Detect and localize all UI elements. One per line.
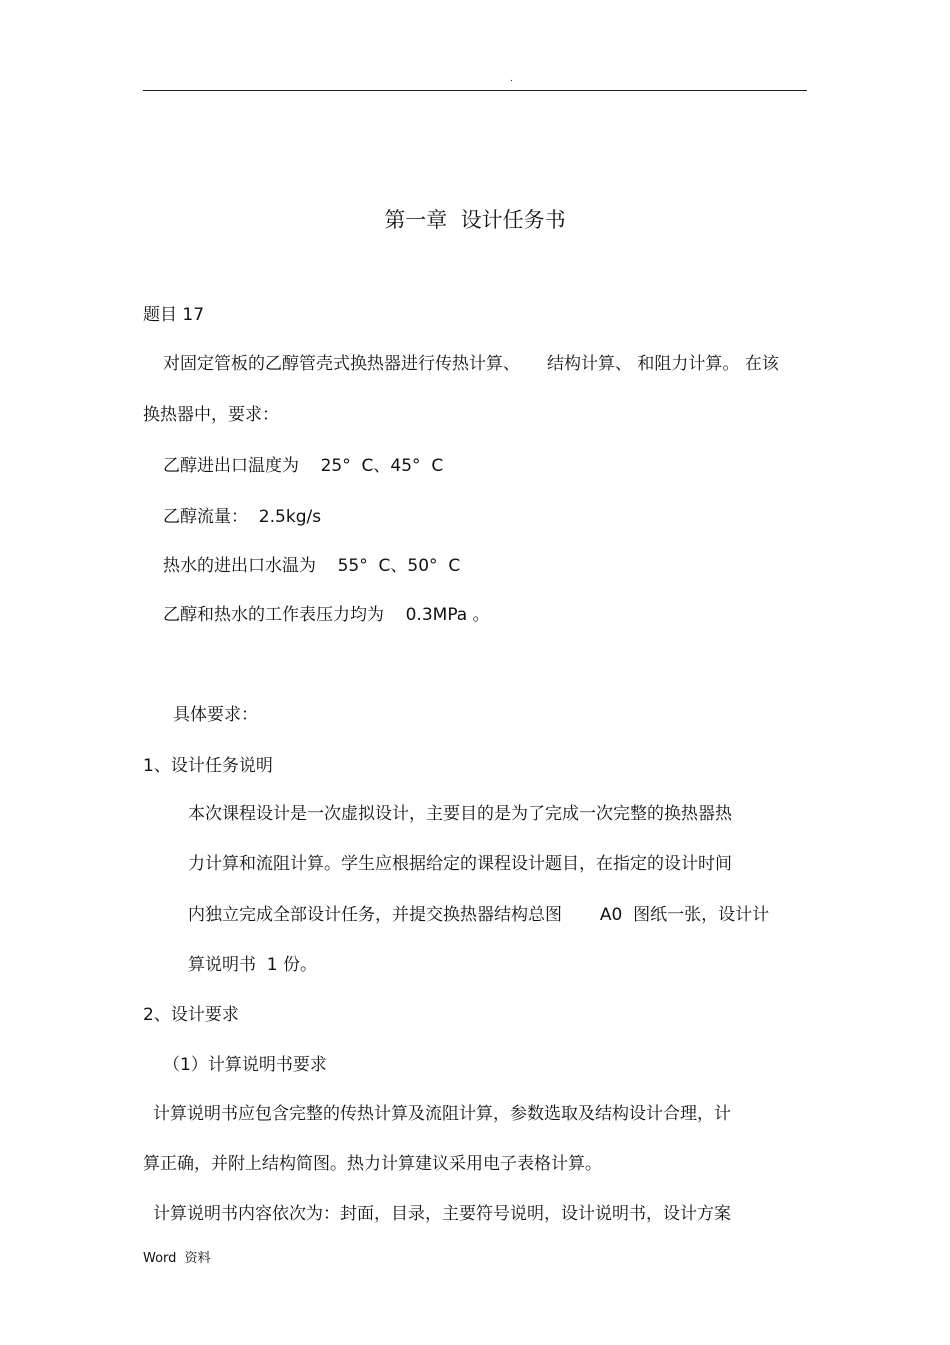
subsection-1-para-line-3: 计算说明书内容依次为：封面，目录，主要符号说明，设计说明书，设计方案	[153, 1204, 731, 1224]
section-1-para-line-4: 算说明书 1 份。	[188, 955, 318, 975]
task-intro-line-1: 对固定管板的乙醇管壳式换热器进行传热计算、 结构计算、 和阻力计算。 在该	[163, 354, 779, 374]
topic-number: 题目 17	[143, 305, 205, 325]
ethanol-flow: 乙醇流量： 2.5kg/s	[163, 507, 322, 527]
chapter-title: 第一章 设计任务书	[384, 208, 566, 232]
section-1-heading: 1、设计任务说明	[143, 756, 273, 776]
header-marker: .	[510, 74, 513, 84]
subsection-1-para-line-2: 算正确，并附上结构简图。热力计算建议采用电子表格计算。	[143, 1154, 602, 1174]
specific-requirements-heading: 具体要求：	[173, 705, 258, 725]
section-1-para-line-3: 内独立完成全部设计任务，并提交换热器结构总图 A0 图纸一张，设计计	[188, 905, 770, 925]
hot-water-temperature: 热水的进出口水温为 55° C、50° C	[163, 556, 461, 576]
section-1-para-line-2: 力计算和流阻计算。学生应根据给定的课程设计题目，在指定的设计时间	[188, 854, 732, 874]
header-rule	[143, 90, 807, 91]
task-intro-line-2: 换热器中，要求：	[143, 405, 279, 425]
section-2-heading: 2、设计要求	[143, 1005, 239, 1025]
footer-label: Word 资料	[143, 1251, 211, 1266]
working-pressure: 乙醇和热水的工作表压力均为 0.3MPa 。	[163, 605, 490, 625]
ethanol-temperature: 乙醇进出口温度为 25° C、45° C	[163, 456, 444, 476]
subsection-1-heading: （1）计算说明书要求	[163, 1055, 327, 1075]
section-1-para-line-1: 本次课程设计是一次虚拟设计，主要目的是为了完成一次完整的换热器热	[188, 804, 732, 824]
subsection-1-para-line-1: 计算说明书应包含完整的传热计算及流阻计算，参数选取及结构设计合理，计	[153, 1104, 731, 1124]
